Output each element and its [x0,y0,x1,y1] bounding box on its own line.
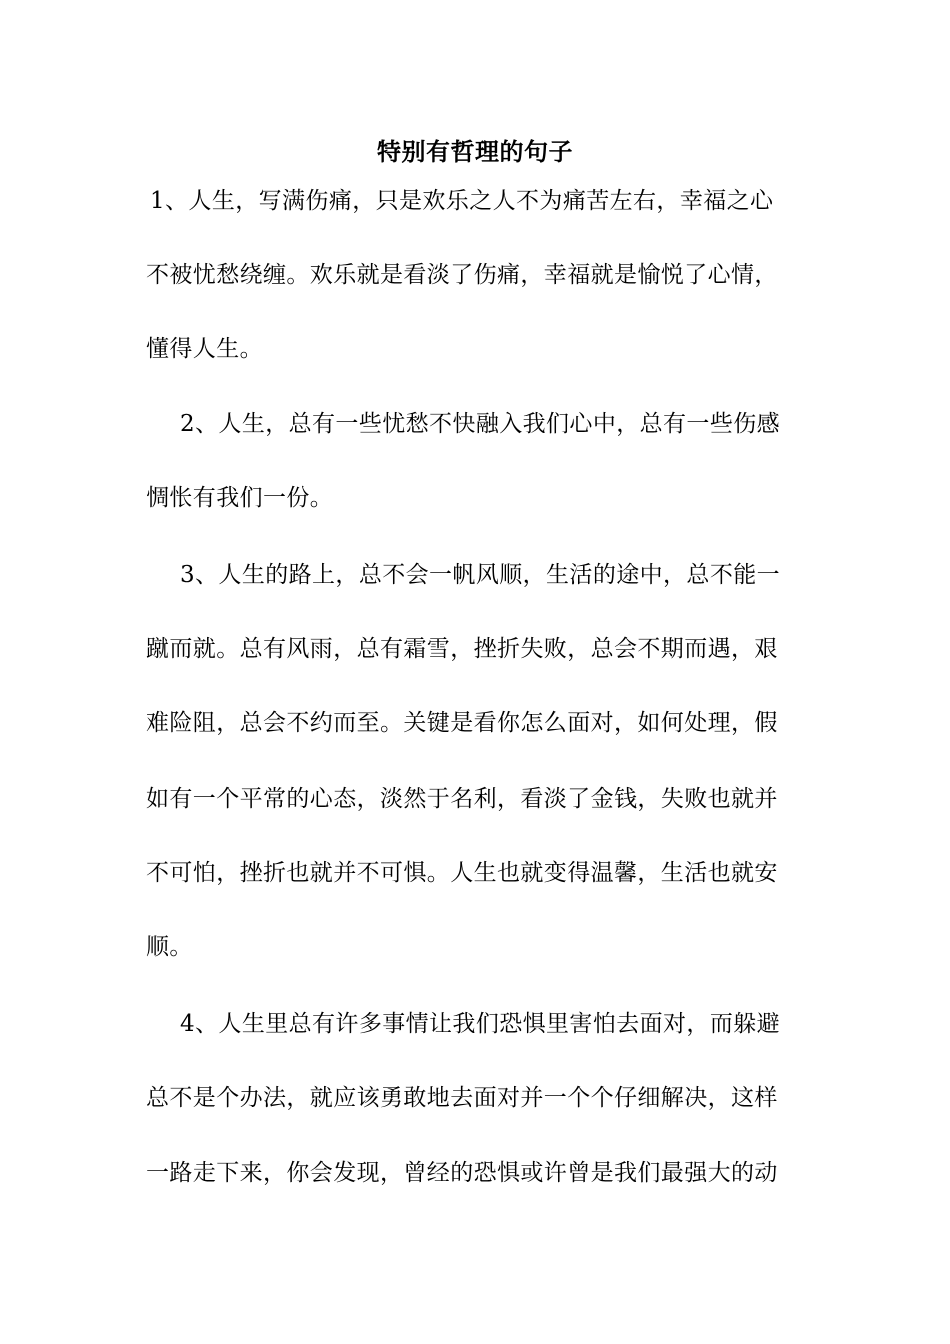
paragraph-3-line-5: 不可怕，挫折也就并不可惧。人生也就变得温馨，生活也就安 [146,860,778,886]
paragraph-3-line-6: 顺。 [146,934,193,960]
paragraph-2-line-1: 2、人生，总有一些忧愁不快融入我们心中，总有一些伤感 [180,411,781,437]
paragraph-1-line-1: 1、人生，写满伤痛，只是欢乐之人不为痛苦左右，幸福之心 [150,188,774,214]
document-title: 特别有哲理的句子 [377,137,573,166]
paragraph-3-line-2: 蹴而就。总有风雨，总有霜雪，挫折失败，总会不期而遇，艰 [146,636,778,662]
paragraph-4-line-2: 总不是个办法，就应该勇敢地去面对并一个个仔细解决，这样 [146,1085,778,1111]
paragraph-1-line-3: 懂得人生。 [146,336,263,362]
paragraph-3-line-3: 难险阻，总会不约而至。关键是看你怎么面对，如何处理，假 [146,710,778,736]
paragraph-1-line-2: 不被忧愁绕缠。欢乐就是看淡了伤痛，幸福就是愉悦了心情， [146,262,778,288]
paragraph-4-line-1: 4、人生里总有许多事情让我们恐惧里害怕去面对，而躲避 [180,1011,781,1037]
paragraph-2-line-2: 惆怅有我们一份。 [146,485,334,511]
paragraph-4-line-3: 一路走下来，你会发现，曾经的恐惧或许曾是我们最强大的动 [146,1160,778,1186]
paragraph-3-line-1: 3、人生的路上，总不会一帆风顺，生活的途中，总不能一 [180,562,781,588]
paragraph-3-line-4: 如有一个平常的心态，淡然于名利，看淡了金钱，失败也就并 [146,786,778,812]
